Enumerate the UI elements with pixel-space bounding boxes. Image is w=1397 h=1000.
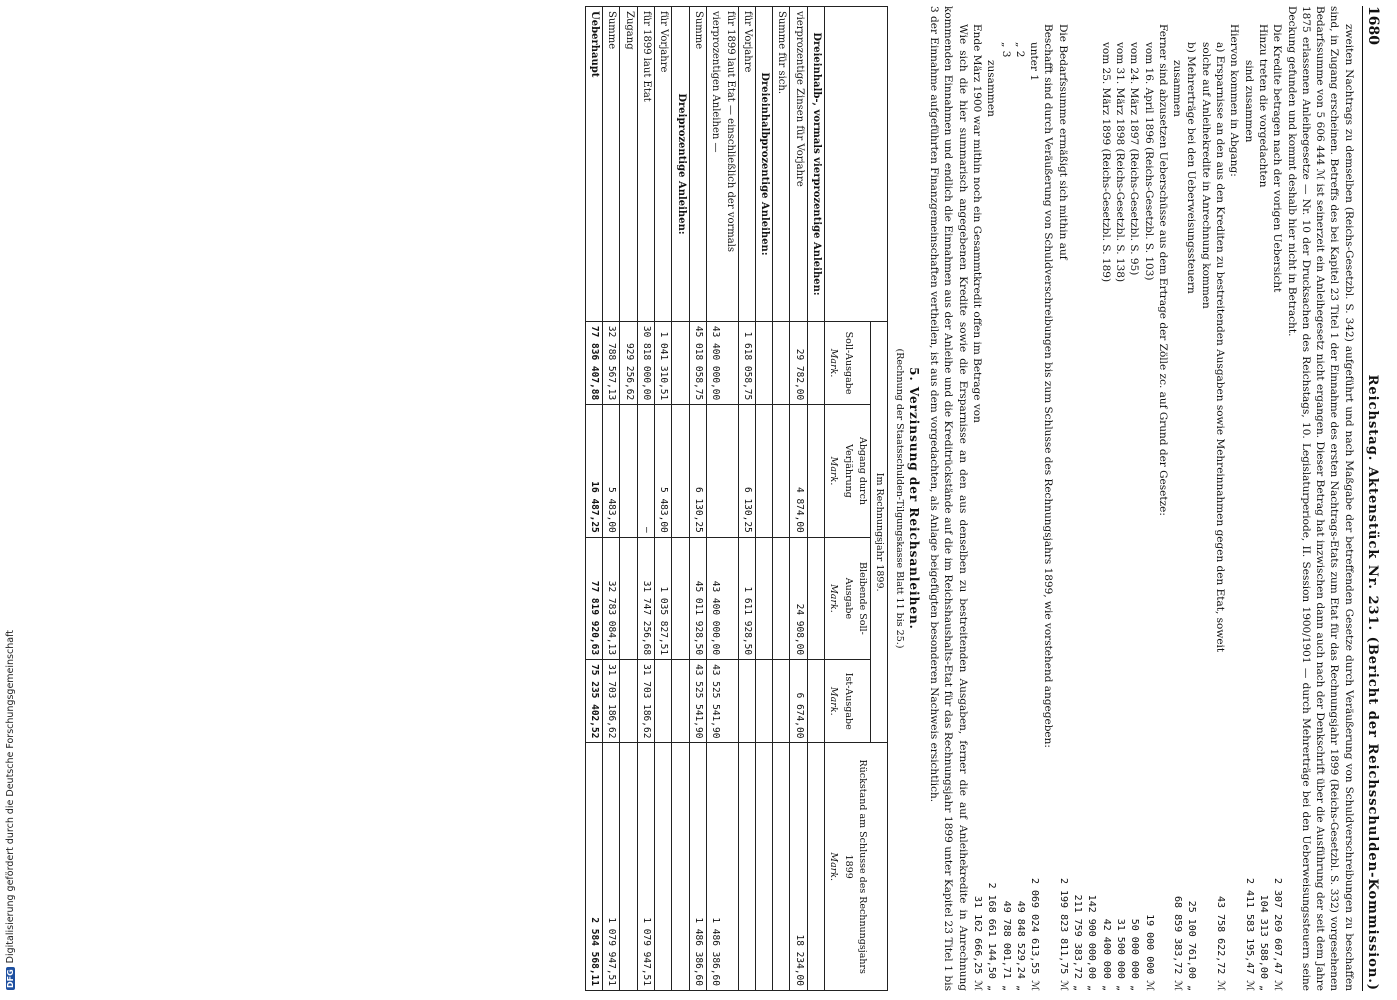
- laws-sum-value: 142 900 000,00 „: [1086, 894, 1098, 991]
- row-label: Dreiprozentige Anleihen:: [672, 7, 689, 322]
- table-cell: 1 611 928,50: [738, 537, 755, 659]
- table-cell: [672, 405, 689, 538]
- table-cell: —: [637, 405, 654, 538]
- reduced-row: [1055, 6, 1069, 991]
- page-title: Reichstag. Aktenstück Nr. 231. (Bericht der Reichsschulden-Kommission.): [1365, 374, 1380, 991]
- deduct-a-label: a) Ersparnisse an den aus den Krediten zu bestreitenden Ausgaben sowie Mehreinnahmen gegen den Etat, soweit solche auf Anleihekredite in Anrechnung kommen: [1199, 42, 1227, 653]
- row-label: Dreieinhalbprozentige Anleihen:: [755, 7, 772, 322]
- table-cell: 1 486 386,60: [706, 743, 738, 991]
- row-label: für Vorjahre: [738, 7, 755, 322]
- table-cell: 43 400 000,00: [706, 321, 738, 404]
- reduced-item-row: [1013, 6, 1027, 991]
- deduct-sum-value: 68 859 383,72 ℳ: [1172, 896, 1184, 991]
- table-cell: 1 618 058,75: [738, 321, 755, 404]
- laws-total-value: 211 759 383,72 „: [1072, 894, 1084, 991]
- reduced-item-value: 49 848 529,24 „: [1014, 900, 1026, 991]
- table-row: [773, 7, 790, 991]
- table-cell: [773, 660, 790, 743]
- interest-table: [585, 6, 888, 991]
- table-row: [672, 7, 689, 991]
- credits-label: Die Kredite betragen nach der vorigen Uebersicht: [1271, 24, 1284, 293]
- credits-sum-row: [1241, 6, 1255, 991]
- laws-heading: Ferner sind abzusetzen Ueberschüsse aus dem Ertrage der Zölle zc. auf Grund der Gesetze:: [1156, 24, 1169, 516]
- column-label: Soll-Ausgabe: [842, 331, 854, 395]
- credits-value: 2 307 269 607,47 ℳ: [1272, 877, 1284, 991]
- law-value: 31 500 000 „: [1114, 918, 1126, 991]
- deduct-b-value: 25 100 761,00 „: [1186, 900, 1198, 991]
- table-cell: 32 783 084,13: [603, 537, 620, 659]
- footer-text: Digitalisierung gefördert durch die Deutsche Forschungsgemeinschaft: [4, 630, 16, 964]
- table-cell: [773, 537, 790, 659]
- reduced-item-row: [998, 6, 1012, 991]
- table-cell: [773, 405, 790, 538]
- credits-sum-value: 2 411 583 195,47 ℳ: [1243, 877, 1255, 991]
- table-cell: 77 836 407,88: [585, 321, 602, 404]
- closing-paragraph: Wie sich die hier summarisch angegebenen Kredite sowie die Ersparnisse an den aus denselben zu bestreitenden Ausgaben, ferner die auf Anleihekredite in Anrechnung kommenden Einnahmen und endlich die Einnahmen aus der Anleihe und die Kreditrückstände auf die im Reichshaushalts-Etat für das Rechnungsjahr 1899 unter Kapitel 23 Titel 1 bis 3 der Einnahme aufgeführten Finanzgemeinschaften vertheilen, ist aus dem vorgedachten, als Anlage beigefügten besonderen Nachweis ersichtlich.: [928, 6, 969, 991]
- table-cell: 18 234,00: [790, 743, 807, 991]
- credits-add-row: [1256, 6, 1270, 991]
- table-column-header: [825, 743, 888, 991]
- laws-total-row: [1070, 6, 1084, 991]
- reduced-sum-row: [984, 6, 998, 991]
- table-cell: 929 256,62: [620, 321, 637, 404]
- table-cell: 32 788 567,13: [603, 321, 620, 404]
- table-cell: [807, 405, 824, 538]
- table-cell: 1 041 310,51: [655, 321, 672, 404]
- table-cell: [807, 660, 824, 743]
- table-cell: [620, 660, 637, 743]
- table-cell: 6 130,25: [689, 405, 706, 538]
- table-cell: 77 819 920,63: [585, 537, 602, 659]
- row-label: Dreieinhalb-, vormals vierprozentige Anleihen:: [807, 7, 824, 322]
- table-cell: 1 079 947,51: [637, 743, 654, 991]
- law-value: 42 400 000 „: [1100, 918, 1112, 991]
- deduct-heading: Hiervon kommen in Abgang:: [1228, 24, 1241, 177]
- table-cell: [755, 743, 772, 991]
- table-cell: [620, 537, 637, 659]
- table-cell: 43 400 000,00: [706, 537, 738, 659]
- credits-add-label: Hinzu treten die vorgedachten: [1256, 24, 1269, 188]
- table-column-header: [825, 321, 871, 404]
- table-cell: [672, 537, 689, 659]
- table-body: [585, 7, 824, 991]
- credits-sum-label: sind zusammen: [1242, 60, 1255, 143]
- table-row: [603, 7, 620, 991]
- row-label: für Vorjahre: [655, 7, 672, 322]
- column-label: Rückstand am Schlusse des Rechnungsjahrs 1899: [842, 759, 868, 974]
- reduced-item-label: „ 2: [1013, 42, 1026, 58]
- column-unit: Mark.: [828, 456, 840, 486]
- table-cell: 31 747 256,68: [637, 537, 654, 659]
- table-cell: 1 035 827,51: [655, 537, 672, 659]
- column-unit: Mark.: [828, 348, 840, 378]
- table-cell: 16 487,25: [585, 405, 602, 538]
- table-cell: [755, 660, 772, 743]
- deduct-sum-label: zusammen: [1171, 60, 1184, 117]
- section-title: 5. Verzinsung der Reichsanleihen.: [906, 367, 921, 630]
- table-cell: 1 486 386,60: [689, 743, 706, 991]
- table-cell: 6 130,25: [738, 405, 755, 538]
- reduced-label: Die Bedarfssumme ermäßigt sich mithin auf: [1056, 24, 1069, 260]
- table-cell: 4 874,00: [790, 405, 807, 538]
- table-row: [655, 7, 672, 991]
- table-row: [790, 7, 807, 991]
- credits-add-value: 104 313 588,00 „: [1257, 894, 1269, 991]
- row-label: Summe: [689, 7, 706, 322]
- table-cell: [755, 405, 772, 538]
- table-cell: 43 525 541,90: [706, 660, 738, 743]
- row-label: Summe für sich.: [773, 7, 790, 322]
- law-row: [1098, 6, 1112, 991]
- table-cell: [807, 537, 824, 659]
- row-label: für 1899 laut Etat: [637, 7, 654, 322]
- table-row: [807, 7, 824, 991]
- table-cell: 31 703 186,62: [603, 660, 620, 743]
- dfg-logo: DFG: [5, 969, 15, 988]
- table-row: [755, 7, 772, 991]
- law-value: 50 000 000 „: [1129, 918, 1141, 991]
- table-cell: 5 483,00: [655, 405, 672, 538]
- table-cell: 6 674,00: [790, 660, 807, 743]
- table-row: [620, 7, 637, 991]
- row-label: Summe: [603, 7, 620, 322]
- table-label-header: [825, 7, 888, 322]
- table-cell: [655, 743, 672, 991]
- table-cell: [620, 405, 637, 538]
- table-cell: [620, 743, 637, 991]
- deduct-a-row: [1198, 6, 1227, 991]
- reduced-item-row: [1027, 6, 1041, 991]
- table-row: [738, 7, 755, 991]
- table-cell: 30 818 000,00: [637, 321, 654, 404]
- deduct-a-value: 43 758 622,72 ℳ: [1215, 896, 1227, 991]
- table-cell: [807, 743, 824, 991]
- law-label: vom 31. März 1898 (Reichs-Gesetzbl. S. 138): [1113, 42, 1126, 283]
- end-label: Ende März 1900 war mithin noch ein Gesammtkredit offen im Betrage von: [970, 24, 983, 423]
- column-unit: Mark.: [828, 852, 840, 882]
- page-number: 1680: [1365, 6, 1381, 45]
- end-row: [970, 6, 984, 991]
- digitization-footer: [2, 0, 18, 990]
- column-label: Bleibende Soll-Ausgabe: [842, 562, 868, 635]
- reduced-item-value: 2 069 024 613,55 ℳ: [1029, 877, 1041, 991]
- reduced-item-label: unter 1: [1028, 42, 1041, 81]
- table-cell: 75 235 402,52: [585, 660, 602, 743]
- table-cell: [672, 743, 689, 991]
- table-cell: [706, 405, 738, 538]
- reduced-paragraph: Beschafft sind durch Veräußerung von Schuldverschreibungen bis zum Schlusse des Rechnungsjahrs 1899, wie vorstehend angegeben:: [1042, 24, 1055, 748]
- law-row: [1113, 6, 1127, 991]
- law-label: vom 25. März 1899 (Reichs-Gesetzbl. S. 189): [1099, 42, 1112, 283]
- table-cell: [755, 537, 772, 659]
- law-label: vom 24. März 1897 (Reichs-Gesetzbl. S. 95): [1128, 42, 1141, 276]
- page-header: [1362, 6, 1380, 991]
- table-cell: 31 703 186,62: [637, 660, 654, 743]
- table-cell: [672, 660, 689, 743]
- reduced-sum-label: zusammen: [985, 60, 998, 117]
- table-column-header: [825, 660, 871, 743]
- table-cell: [738, 660, 755, 743]
- column-label: Ist-Ausgabe: [842, 672, 854, 730]
- table-row: [689, 7, 706, 991]
- deduct-b-row: [1184, 6, 1198, 991]
- table-group-header: Im Rechnungsjahr 1899.: [870, 321, 887, 743]
- law-row: [1141, 6, 1155, 991]
- intro-paragraph: zweiten Nachtrags zu demselben (Reichs-Gesetzbl. S. 342) aufgeführt und nach Maßgabe der betreffenden Gesetze durch Veräußerung von Schuldverschreibungen zu beschaffen sind, in Zugang erscheinen. Betreffs des bei Kapitel 23 Titel 1 der Einnahme des ersten Nachtrags-Etats zum Etat für das Rechnungsjahr 1899 (Reichs-Gesetzbl. S. 332) vorgesehenen Bedarfssumme von 5 606 444 ℳ ist seinerzeit ein Anleihegesetz nicht ergangen. Dieser Betrag hat inzwischen dann auch nach der Denkschrift über die Ausführung der seit dem Jahre 1875 erlassenen Anleihegesetze — Nr. 10 der Drucksachen des Reichstags, 10. Legislaturperiode, II. Session 1900/1901 — durch Mehrerträge bei den Ueberweisungssteuern seine Deckung gefunden und kommt deshalb hier nicht in Betracht.: [1285, 6, 1355, 991]
- reduced-sum-value: 2 168 661 144,50 „: [986, 882, 998, 991]
- column-unit: Mark.: [828, 584, 840, 613]
- table-cell: 5 483,00: [603, 405, 620, 538]
- law-row: [1127, 6, 1141, 991]
- column-unit: Mark.: [828, 686, 840, 716]
- rotated-document: [5, 6, 1380, 991]
- table-cell: 43 525 541,90: [689, 660, 706, 743]
- law-value: 19 000 000 ℳ: [1143, 914, 1155, 991]
- table-cell: 24 908,00: [790, 537, 807, 659]
- reduced-item-label: „ 3: [999, 42, 1012, 58]
- row-label: Zugang: [620, 7, 637, 322]
- table-cell: 45 018 058,75: [689, 321, 706, 404]
- table-cell: 29 782,00: [790, 321, 807, 404]
- deduct-b-label: b) Mehrerträge bei den Ueberweisungssteuern: [1185, 42, 1198, 294]
- table-row: [637, 7, 654, 991]
- table-column-header: [825, 405, 871, 538]
- column-label: Abgang durch Verjährung: [842, 436, 868, 506]
- laws-sum-row: [1084, 6, 1098, 991]
- reduced-item-value: 49 788 001,71 „: [1000, 900, 1012, 991]
- table-column-header: [825, 537, 871, 659]
- table-cell: [672, 321, 689, 404]
- table-cell: [738, 743, 755, 991]
- table-cell: [755, 321, 772, 404]
- table-cell: [655, 660, 672, 743]
- section-subtitle: (Rechnung der Staatsschulden-Tilgungskasse Blatt 11 bis 25.): [894, 348, 906, 649]
- end-value: 31 162 666,25 ℳ: [971, 896, 983, 991]
- law-label: vom 16. April 1896 (Reichs-Gesetzbl. S. 103): [1142, 42, 1155, 281]
- table-cell: 45 011 928,50: [689, 537, 706, 659]
- table-cell: 1 079 947,51: [603, 743, 620, 991]
- deduct-sum-row: [1170, 6, 1184, 991]
- credits-row: [1270, 6, 1284, 991]
- table-cell: [807, 321, 824, 404]
- table-cell: 2 584 568,11: [585, 743, 602, 991]
- row-label: vierprozentige Zinsen für Vorjahre: [790, 7, 807, 322]
- reduced-value: 2 199 823 811,75 ℳ: [1057, 877, 1069, 991]
- table-row: [706, 7, 738, 991]
- table-cell: [773, 321, 790, 404]
- table-row: [585, 7, 602, 991]
- row-label: für 1899 laut Etat — einschließlich der vormals vierprozentigen Anleihen —: [706, 7, 738, 322]
- row-label: Ueberhaupt: [585, 7, 602, 322]
- table-cell: [773, 743, 790, 991]
